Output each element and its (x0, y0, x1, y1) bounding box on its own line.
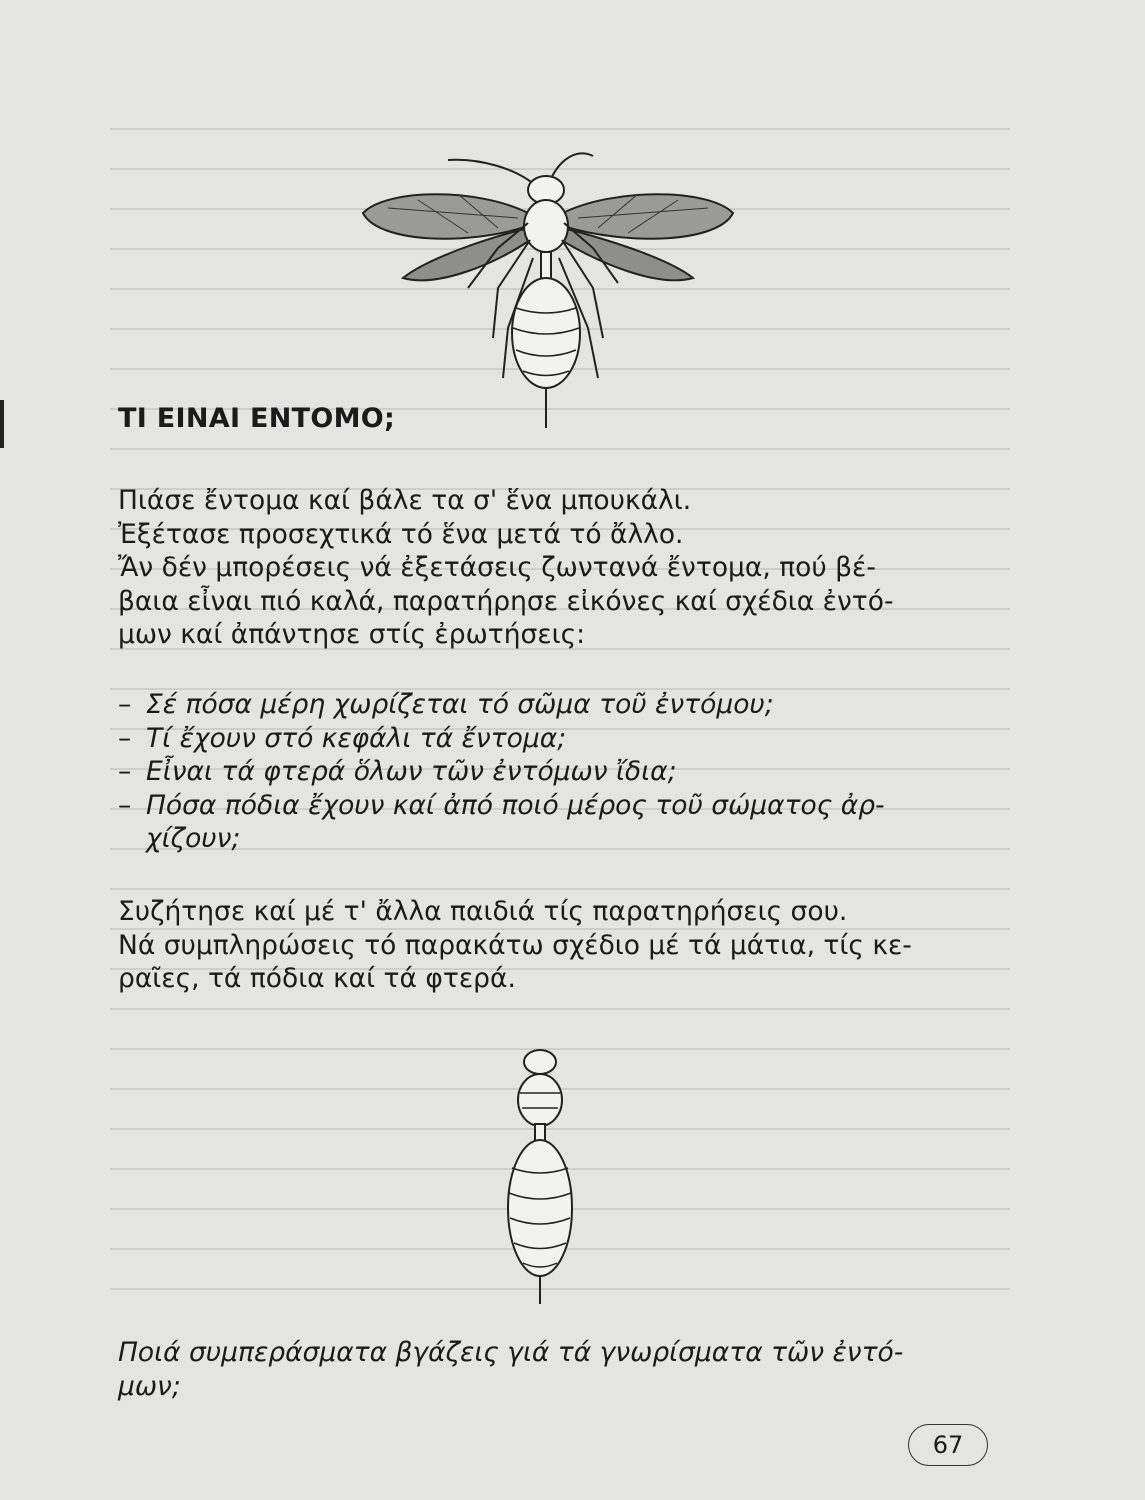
wasp-wing-right-front (563, 194, 733, 238)
intro-line: Πιάσε ἔντομα καί βάλε τα σ' ἕνα μπουκάλι. (118, 485, 692, 516)
intro-line: μων καί ἀπάντησε στίς ἐρωτήσεις: (118, 619, 586, 650)
outline-abdomen (508, 1140, 572, 1276)
insect-body-outline-illustration (490, 1048, 590, 1308)
margin-mark (0, 400, 4, 448)
section-heading: ΤΙ ΕΙΝΑΙ ΕΝΤΟΜΟ; (118, 403, 396, 434)
discussion-line: Συζήτησε καί μέ τ' ἄλλα παιδιά τίς παρατηρήσεις σου. (118, 896, 848, 927)
discussion-line: Νά συμπληρώσεις τό παρακάτω σχέδιο μέ τά μάτια, τίς κε- (118, 929, 912, 961)
discussion-line: ραῖες, τά πόδια καί τά φτερά. (118, 963, 516, 994)
discussion-paragraph (118, 895, 998, 996)
outline-head (524, 1050, 556, 1074)
intro-line: βαια εἶναι πιό καλά, παρατήρησε εἰκόνες καί σχέδια ἐντό- (118, 585, 894, 617)
question-item-continuation: χίζουν; (146, 823, 241, 854)
intro-paragraph (118, 484, 998, 652)
question-item: – Εἶναι τά φτερά ὅλων τῶν ἐντόμων ἴδια; (118, 756, 677, 787)
question-item: – Σέ πόσα μέρη χωρίζεται τό σῶμα τοῦ ἐντόμου; (118, 689, 774, 720)
conclusion-line: μων; (118, 1370, 181, 1402)
wasp-abdomen (512, 278, 580, 388)
intro-line: Ἄν δέν μπορέσεις νά ἐξετάσεις ζωντανά ἔντομα, πού βέ- (118, 552, 876, 583)
page-number: 67 (908, 1424, 988, 1466)
question-list (118, 688, 998, 856)
wasp-illustration (348, 128, 748, 448)
question-item: – Πόσα πόδια ἔχουν καί ἀπό ποιό μέρος τοῦ σώματος ἀρ- (118, 789, 885, 821)
conclusion-line: Ποιά συμπεράσματα βγάζεις γιά τά γνωρίσματα τῶν ἐντό- (118, 1337, 904, 1368)
intro-line: Ἐξέτασε προσεχτικά τό ἕνα μετά τό ἄλλο. (118, 518, 684, 550)
question-item: – Τί ἔχουν στό κεφάλι τά ἔντομα; (118, 722, 567, 754)
wasp-antenna-left (448, 160, 538, 188)
conclusion-question (118, 1336, 998, 1403)
wasp-thorax (524, 200, 568, 252)
outline-thorax (518, 1074, 562, 1126)
